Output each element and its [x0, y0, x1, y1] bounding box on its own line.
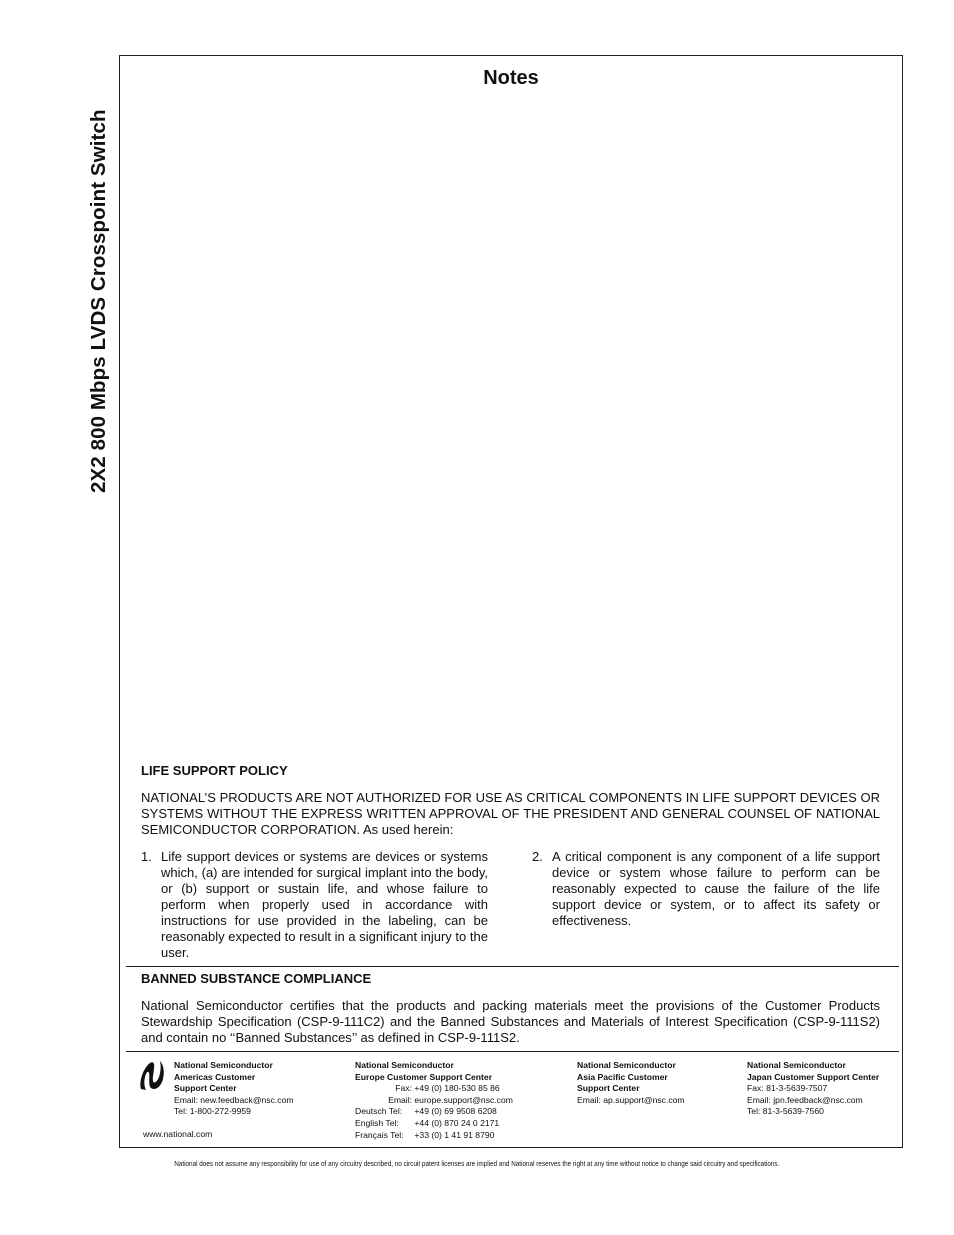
- contact-name: National Semiconductor: [747, 1060, 846, 1070]
- contact-line-value: +33 (0) 1 41 91 8790: [414, 1129, 495, 1140]
- contact-name: Support Center: [577, 1083, 640, 1094]
- life-support-item-2: [532, 849, 880, 929]
- national-logo-icon: [138, 1058, 166, 1092]
- list-number: 2.: [532, 849, 543, 864]
- disclaimer-text: National does not assume any responsibility for use of any circuitry described, no circuit patent licenses are implied and National reserves the right at any time without notice to change said circuitry and specifications.: [174, 1159, 780, 1168]
- contact-line-label: Français Tel:: [355, 1129, 404, 1140]
- banned-substance-heading: BANNED SUBSTANCE COMPLIANCE: [141, 971, 372, 986]
- contact-name: National Semiconductor: [174, 1060, 273, 1070]
- contact-name: Americas Customer: [174, 1071, 256, 1082]
- contact-line-value: +49 (0) 69 9508 6208: [414, 1106, 497, 1117]
- list-text: A critical component is any component of a life support device or system whose failure to perform can be reasonably expected to cause the failure of the life support device or system, or to affect its safety or effectiveness.: [552, 849, 880, 928]
- section-divider: [126, 966, 899, 967]
- disclaimer: [0, 1159, 954, 1168]
- life-support-heading: LIFE SUPPORT POLICY: [141, 763, 288, 778]
- contact-name: Europe Customer Support Center: [355, 1071, 493, 1082]
- side-title: 2X2 800 Mbps LVDS Crosspoint Switch: [87, 109, 110, 493]
- contact-line: [355, 1083, 513, 1095]
- contact-europe: [355, 1060, 513, 1141]
- contact-line-value: +44 (0) 870 24 0 2171: [414, 1117, 500, 1128]
- contact-line-label: Fax:: [395, 1083, 412, 1094]
- contact-japan: [747, 1060, 879, 1118]
- contact-line: [355, 1106, 513, 1118]
- contact-americas: [174, 1060, 294, 1118]
- contacts-divider: [126, 1051, 899, 1052]
- notes-title: Notes: [483, 67, 539, 89]
- contact-line-value: +49 (0) 180-530 85 86: [414, 1083, 500, 1094]
- contact-line-label: English Tel:: [355, 1117, 399, 1128]
- contact-tel: Tel: 81-3-5639-7560: [747, 1106, 824, 1117]
- contact-name: National Semiconductor: [577, 1060, 676, 1070]
- banned-substance-text: National Semiconductor certifies that the products and packing materials meet the provisions of the Customer Products Stewardship Specification (CSP-9-111C2) and the Banned Substances and Materials of Interest Specification (CSP-9-111S2) and contain no ‘‘Banned Substances’’ as defined in CSP-9-111S2.: [141, 998, 880, 1045]
- contact-email: Email: new.feedback@nsc.com: [174, 1094, 294, 1105]
- contact-name: National Semiconductor: [355, 1060, 454, 1070]
- contact-name: Japan Customer Support Center: [747, 1071, 880, 1082]
- list-text: Life support devices or systems are devices or systems which, (a) are intended for surgical implant into the body, or (b) support or sustain life, and whose failure to perform when properly used in accordance with instructions for use provided in the labeling, can be reasonably expected to result in a significant injury to the user.: [161, 849, 488, 960]
- contact-email: Email: jpn.feedback@nsc.com: [747, 1094, 863, 1105]
- contact-line-label: Deutsch Tel:: [355, 1106, 403, 1117]
- contact-line: [355, 1130, 513, 1142]
- website-link[interactable]: www.national.com: [143, 1129, 213, 1139]
- contact-line: [355, 1118, 513, 1130]
- contact-fax: Fax: 81-3-5639-7507: [747, 1083, 828, 1094]
- contact-name: Support Center: [174, 1083, 237, 1094]
- contact-email: Email: ap.support@nsc.com: [577, 1094, 685, 1105]
- contact-line-label: Email:: [388, 1094, 412, 1105]
- contact-tel: Tel: 1-800-272-9959: [174, 1106, 251, 1117]
- contact-line: [355, 1095, 513, 1107]
- contact-asia-pacific: [577, 1060, 685, 1106]
- contact-name: Asia Pacific Customer: [577, 1071, 668, 1082]
- life-support-item-1: [141, 849, 488, 961]
- contact-line-value: europe.support@nsc.com: [414, 1094, 513, 1105]
- list-number: 1.: [141, 849, 152, 864]
- life-support-intro: NATIONAL’S PRODUCTS ARE NOT AUTHORIZED FOR USE AS CRITICAL COMPONENTS IN LIFE SUPPORT DEVICES OR SYSTEMS WITHOUT THE EXPRESS WRITTEN APPROVAL OF THE PRESIDENT AND GENERAL COUNSEL OF NATIONAL SEMICONDUCTOR CORPORATION. As used herein:: [141, 790, 880, 837]
